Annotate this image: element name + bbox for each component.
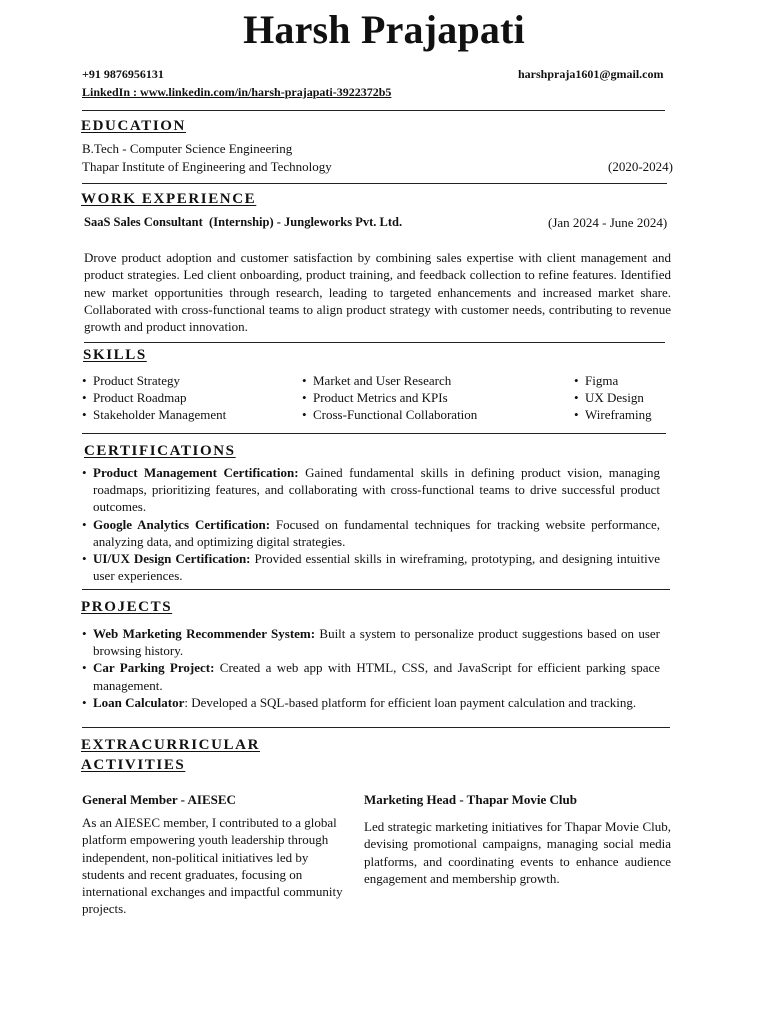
work-heading: WORK EXPERIENCE [81,191,257,207]
projects-list [82,625,660,711]
email-address: harshpraja1601@gmail.com [518,67,664,81]
bullet-icon: • [82,694,87,710]
skills-column-2 [302,372,477,424]
skill-item: • Product Metrics and KPIs [302,390,448,406]
linkedin-link[interactable]: LinkedIn : www.linkedin.com/in/harsh-prajapati-3922372b5 [82,85,392,99]
bullet-icon: • [82,551,87,567]
skill-item: • Market and User Research [302,373,452,388]
certifications-divider [82,589,670,590]
bullet-icon: • [574,373,579,388]
education-divider [82,183,667,184]
work-divider [84,342,665,343]
bullet-icon: • [82,390,87,406]
bullet-icon: • [82,626,87,641]
bullet-icon: • [82,516,87,532]
skills-divider [82,433,666,434]
bullet-icon: • [574,407,579,423]
skill-item: • UX Design [574,390,644,406]
projects-heading: PROJECTS [81,599,173,615]
activity-text-right: Led strategic marketing initiatives for Thapar Movie Club, devising promotional campaigns, managing social media platforms, and coordinating events to enhance audience engagement and membership growth. [364,819,671,886]
bullet-icon: • [302,407,307,423]
skill-item: • Stakeholder Management [82,407,227,423]
skill-item: • Product Strategy [82,373,181,388]
resume-name: Harsh Prajapati [243,7,525,52]
skill-item: • Figma [574,373,619,388]
work-dates: (Jan 2024 - June 2024) [548,215,668,230]
education-degree: B.Tech - Computer Science Engineering [82,141,293,156]
education-institute: Thapar Institute of Engineering and Technology [82,159,332,174]
extracurricular-heading-line2: ACTIVITIES [81,757,186,773]
work-description: Drove product adoption and customer satisfaction by combining sales expertise with client management and product strategies. Led client onboarding, product training, and feedback collection to refine features. Identified new market opportunities through research, leading to targeted enhancements and increased market share. Collaborated with cross-functional teams to align product strategy with customer needs, contributing to revenue growth and product innovation. [84,250,671,335]
certification-item: • UI/UX Design Certification: Provided essential skills in wireframing, prototyping, and designing intuitive user experiences. [82,551,660,584]
bullet-icon: • [302,373,307,388]
phone-number: +91 9876956131 [82,67,164,81]
skills-heading: SKILLS [83,347,147,363]
bullet-icon: • [82,407,87,423]
bullet-icon: • [82,465,87,480]
bullet-icon: • [574,390,579,406]
activity-text-left: As an AIESEC member, I contributed to a global platform empowering youth leadership through independent, non-political initiatives led by students and recent graduates, focusing on international exchanges and impactful community projects. [82,815,343,917]
activity-title-left: General Member - AIESEC [82,792,236,807]
skill-item: • Product Roadmap [82,390,187,406]
bullet-icon: • [302,390,307,406]
extracurricular-heading: EXTRACURRICULAR [81,737,261,753]
skill-item: • Wireframing [574,407,652,423]
projects-divider [82,727,670,728]
work-role: SaaS Sales Consultant (Internship) - Jungleworks Pvt. Ltd. [84,215,403,229]
education-heading: EDUCATION [81,118,186,134]
activity-title-right: Marketing Head - Thapar Movie Club [364,792,577,807]
project-item: • Web Marketing Recommender System: Built a system to personalize product suggestions based on user browsing history. [82,626,660,659]
project-item: • Car Parking Project: Created a web app with HTML, CSS, and JavaScript for efficient parking space management. [82,660,661,693]
education-years: (2020-2024) [608,159,673,174]
project-item: • Loan Calculator: Developed a SQL-based platform for efficient loan payment calculation and tracking. [82,694,637,710]
bullet-icon: • [82,660,87,676]
certification-item: • Google Analytics Certification: Focused on fundamental techniques for tracking website performance, analyzing data, and optimizing digital strategies. [82,516,660,549]
skill-item: • Cross-Functional Collaboration [302,407,478,423]
skills-column-3 [574,372,652,424]
skills-column-1 [82,372,226,424]
certifications-heading: CERTIFICATIONS [84,443,236,459]
header-divider [82,110,665,111]
certifications-list [82,464,660,584]
bullet-icon: • [82,373,87,388]
certification-item: • Product Management Certification: Gained fundamental skills in defining product vision, managing roadmaps, prioritizing features, and collaborating with cross-functional teams to drive successful product outcomes. [82,465,660,515]
